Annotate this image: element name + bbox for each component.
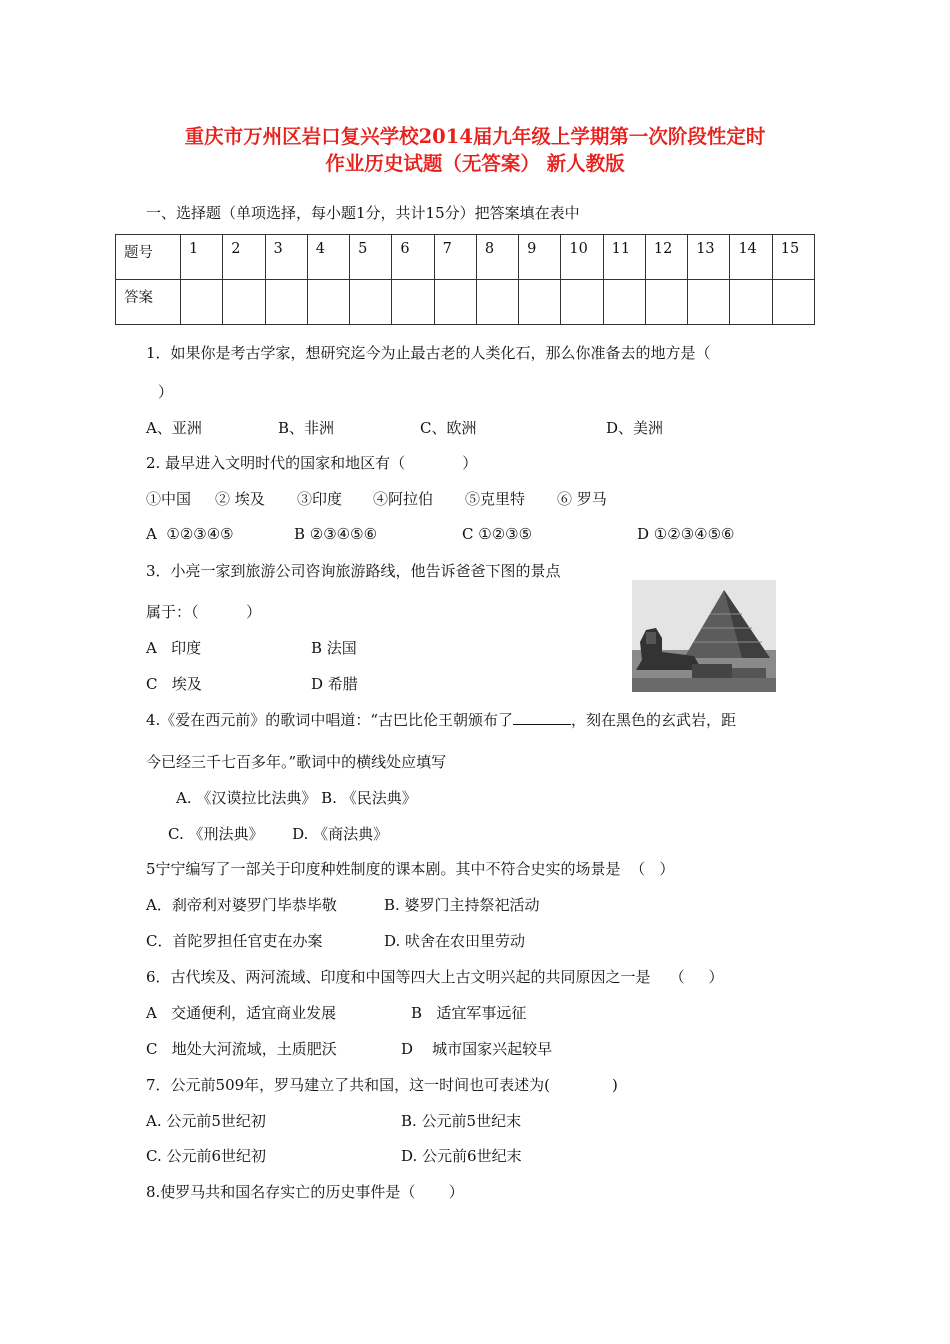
q4-blank[interactable] [513, 710, 571, 725]
answer-cell[interactable] [181, 280, 223, 325]
answer-cell[interactable] [434, 280, 476, 325]
q3-option-a: A 印度 [146, 639, 202, 657]
q4-stem-part1: 4.《爱在西元前》的歌词中唱道：“古巴比伦王朝颁布了 [146, 711, 513, 729]
q2-option-a: A ①②③④⑤ [146, 525, 234, 543]
q4-stem-part2: ，刻在黑色的玄武岩，距 [570, 711, 736, 729]
q5-option-a: A．刹帝利对婆罗门毕恭毕敬 [146, 896, 337, 914]
q5-option-c: C．首陀罗担任官吏在办案 [146, 932, 323, 950]
answer-cell[interactable] [688, 280, 730, 325]
q6-option-c: C 地处大河流域，土质肥沃 [146, 1040, 337, 1058]
number-cell: 7 [434, 235, 476, 280]
q3-option-c: C 埃及 [146, 675, 202, 693]
q2-item: ② 埃及 [215, 490, 265, 508]
answer-cell[interactable] [307, 280, 349, 325]
q5-stem: 5宁宁编写了一部关于印度种姓制度的课本剧。其中不符合史实的场景是 （ ） [146, 860, 675, 878]
q2-item: ④阿拉伯 [373, 490, 434, 508]
q1-stem: 1．如果你是考古学家，想研究迄今为止最古老的人类化石，那么你准备去的地方是（ [146, 344, 711, 362]
number-cell: 14 [730, 235, 772, 280]
number-cell: 13 [688, 235, 730, 280]
answer-row [116, 280, 815, 325]
number-row [116, 235, 815, 280]
q6-stem: 6．古代埃及、两河流域、印度和中国等四大上古文明兴起的共同原因之一是 （ ） [146, 968, 724, 986]
q5-option-b: B. 婆罗门主持祭祀活动 [384, 896, 540, 914]
number-row-label: 题号 [116, 235, 181, 280]
answer-cell[interactable] [519, 280, 561, 325]
q2-option-c: C ①②③⑤ [462, 525, 533, 543]
answer-cell[interactable] [223, 280, 265, 325]
q3-option-d: D 希腊 [311, 675, 358, 693]
page-title-line2: 作业历史试题（无答案） 新人教版 [325, 152, 625, 175]
q2-item: ⑤克里特 [465, 490, 526, 508]
number-cell: 5 [350, 235, 392, 280]
number-cell: 10 [561, 235, 603, 280]
answer-cell[interactable] [603, 280, 645, 325]
number-cell: 15 [772, 235, 814, 280]
q3-stem2: 属于：（ ） [146, 603, 262, 621]
q3-stem: 3．小亮一家到旅游公司咨询旅游路线，他告诉爸爸下图的景点 [146, 562, 561, 580]
q6-option-d: D 城市国家兴起较早 [401, 1040, 553, 1058]
q5-option-d: D. 吠舍在农田里劳动 [384, 932, 526, 950]
number-cell: 8 [476, 235, 518, 280]
number-cell: 12 [645, 235, 687, 280]
q1-option-c: C、欧洲 [420, 419, 477, 437]
answer-cell[interactable] [730, 280, 772, 325]
number-cell: 1 [181, 235, 223, 280]
number-cell: 3 [265, 235, 307, 280]
number-cell: 9 [519, 235, 561, 280]
q2-item: ①中国 [146, 490, 192, 508]
page-title-line1: 重庆市万州区岩口复兴学校2014届九年级上学期第一次阶段性定时 [184, 125, 766, 148]
answer-cell[interactable] [772, 280, 814, 325]
q7-option-c: C. 公元前6世纪初 [146, 1147, 267, 1165]
q2-item: ③印度 [297, 490, 343, 508]
q1-close: ） [158, 383, 174, 401]
number-cell: 4 [307, 235, 349, 280]
answer-table [115, 234, 815, 325]
q2-option-b: B ②③④⑤⑥ [294, 525, 378, 543]
q7-stem: 7．公元前509年，罗马建立了共和国，这一时间也可表述为( ) [146, 1076, 618, 1094]
q4-options-ab: A. 《汉谟拉比法典》 B. 《民法典》 [176, 789, 417, 807]
q4-options-cd: C. 《刑法典》 D. 《商法典》 [168, 825, 389, 843]
answer-row-label: 答案 [116, 280, 181, 325]
answer-cell[interactable] [392, 280, 434, 325]
answer-cell[interactable] [645, 280, 687, 325]
sphinx-pyramid-photo [632, 580, 776, 692]
q1-option-d: D、美洲 [606, 419, 664, 437]
q6-option-b: B 适宜军事远征 [411, 1004, 527, 1022]
section-heading: 一、选择题（单项选择，每小题1分，共计15分）把答案填在表中 [146, 204, 580, 222]
number-cell: 6 [392, 235, 434, 280]
q7-option-a: A. 公元前5世纪初 [146, 1112, 266, 1130]
answer-cell[interactable] [350, 280, 392, 325]
q1-option-a: A、亚洲 [146, 419, 202, 437]
q6-option-a: A 交通便利，适宜商业发展 [146, 1004, 337, 1022]
q7-option-b: B. 公元前5世纪末 [401, 1112, 522, 1130]
answer-cell[interactable] [265, 280, 307, 325]
number-cell: 11 [603, 235, 645, 280]
q8-stem: 8.使罗马共和国名存实亡的历史事件是（ ） [146, 1183, 464, 1201]
q4-stem2: 今已经三千七百多年。”歌词中的横线处应填写 [146, 753, 447, 771]
q2-stem: 2. 最早进入文明时代的国家和地区有（ ） [146, 454, 478, 472]
answer-cell[interactable] [561, 280, 603, 325]
number-cell: 2 [223, 235, 265, 280]
q2-item: ⑥ 罗马 [557, 490, 607, 508]
q2-option-d: D ①②③④⑤⑥ [637, 525, 735, 543]
q3-option-b: B 法国 [311, 639, 357, 657]
q7-option-d: D. 公元前6世纪末 [401, 1147, 522, 1165]
answer-cell[interactable] [476, 280, 518, 325]
q1-option-b: B、非洲 [278, 419, 335, 437]
q4-stem [146, 710, 736, 730]
